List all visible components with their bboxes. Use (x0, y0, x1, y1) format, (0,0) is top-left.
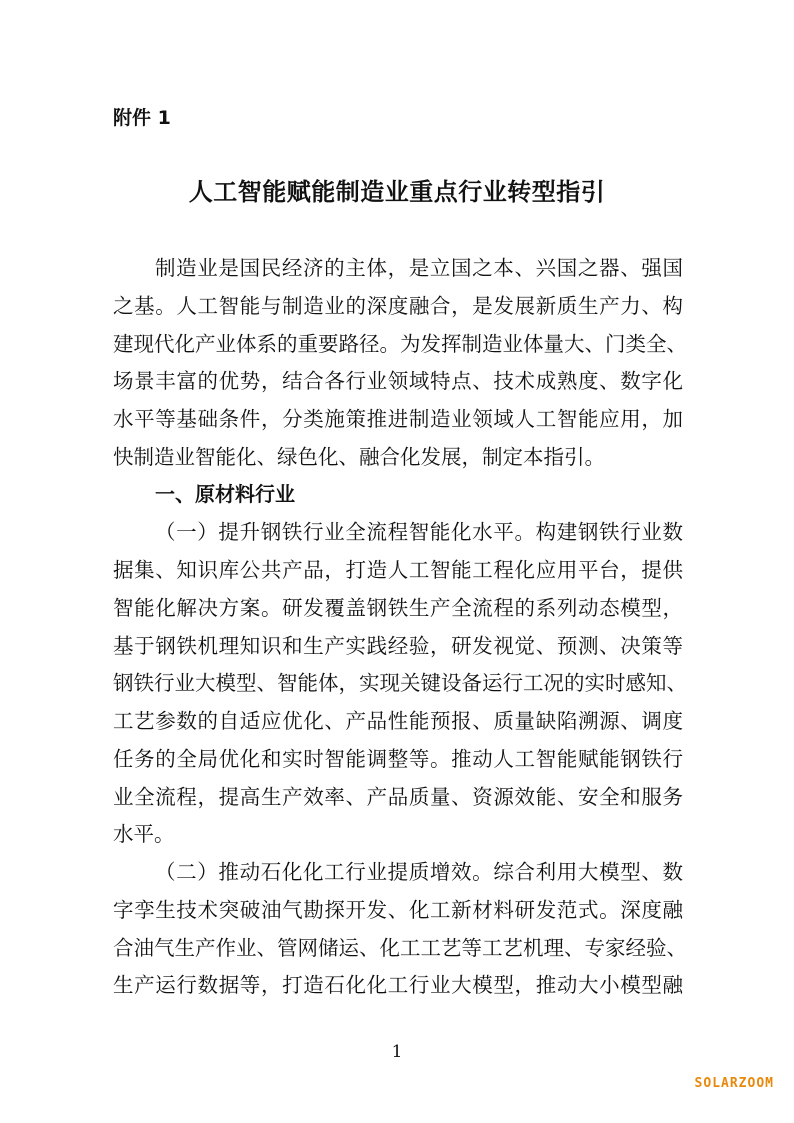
intro-line: 建现代化产业体系的重要路径。为发挥制造业体量大、门类全、 (113, 332, 687, 356)
paragraph-line: 合油气生产作业、管网储运、化工工艺等工艺机理、专家经验、 (113, 936, 687, 960)
intro-line: 快制造业智能化、绿色化、融合化发展，制定本指引。 (113, 445, 605, 469)
paragraph-line: 智能化解决方案。研发覆盖钢铁生产全流程的系列动态模型， (113, 596, 683, 620)
paragraph-line: 字孪生技术突破油气勘探开发、化工新材料研发范式。深度融 (113, 898, 683, 922)
paragraph-line: 基于钢铁机理知识和生产实践经验，研发视觉、预测、决策等 (113, 634, 683, 658)
paragraph-line: 业全流程，提高生产效率、产品质量、资源效能、安全和服务 (113, 785, 683, 809)
paragraph-line: （二）推动石化化工行业提质增效。综合利用大模型、数 (155, 860, 683, 884)
intro-line: 水平等基础条件，分类施策推进制造业领域人工智能应用，加 (113, 407, 683, 431)
section-heading: 一、原材料行业 (155, 482, 295, 506)
paragraph-line: 据集、知识库公共产品，打造人工智能工程化应用平台，提供 (113, 558, 683, 582)
paragraph-line: 生产运行数据等，打造石化化工行业大模型，推动大小模型融 (113, 973, 683, 997)
paragraph-line: 钢铁行业大模型、智能体，实现关键设备运行工况的实时感知、 (113, 671, 687, 695)
paragraph-line: 水平。 (113, 822, 175, 846)
watermark-logo: SOLARZOOM (694, 1076, 774, 1091)
attachment-label: 附件 1 (113, 107, 171, 129)
page-number: 1 (391, 1042, 403, 1062)
page-title: 人工智能赋能制造业重点行业转型指引 (188, 177, 606, 206)
paragraph-line: （一）提升钢铁行业全流程智能化水平。构建钢铁行业数 (155, 520, 683, 544)
paragraph-line: 工艺参数的自适应优化、产品性能预报、质量缺陷溯源、调度 (113, 709, 683, 733)
intro-line: 制造业是国民经济的主体，是立国之本、兴国之器、强国 (155, 256, 683, 280)
paragraph-line: 任务的全局优化和实时智能调整等。推动人工智能赋能钢铁行 (113, 747, 683, 771)
intro-line: 场景丰富的优势，结合各行业领域特点、技术成熟度、数字化 (113, 369, 683, 393)
intro-line: 之基。人工智能与制造业的深度融合，是发展新质生产力、构 (113, 294, 683, 318)
